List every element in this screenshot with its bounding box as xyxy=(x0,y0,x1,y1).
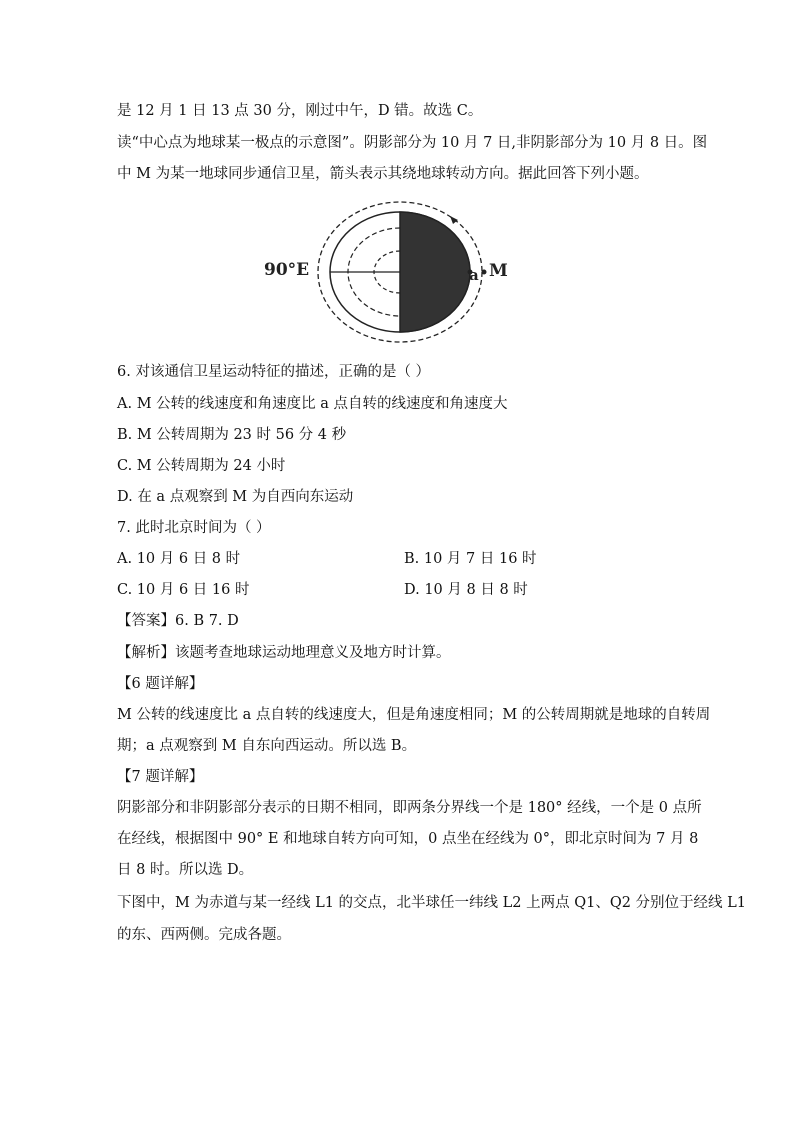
answer-line: 【答案】6. B 7. D xyxy=(117,613,239,629)
q7-option-d: D. 10 月 8 日 8 时 xyxy=(404,582,528,598)
next-intro-line-2: 的东、西两侧。完成各题。 xyxy=(117,927,291,943)
q6-option-d: D. 在 a 点观察到 M 为自西向东运动 xyxy=(117,489,354,505)
intro-line-2: 读“中心点为地球某一极点的示意图”。阴影部分为 10 月 7 日,非阴影部分为 10 月 8 日。图 xyxy=(117,135,708,151)
shaded-half xyxy=(400,212,470,332)
next-intro-line-1: 下图中，M 为赤道与某一经线 L1 的交点，北半球任一纬线 L2 上两点 Q1、Q2 分别位于经线 L1 xyxy=(117,895,747,911)
polar-view-figure xyxy=(262,198,522,346)
intro-line-1: 是 12 月 1 日 13 点 30 分，刚过中午，D 错。故选 C。 xyxy=(117,103,483,119)
rotation-arrow-icon xyxy=(450,216,458,224)
detail7-line-2: 在经线，根据图中 90° E 和地球自转方向可知，0 点坐在经线为 0°，即北京时间为 7 月 8 xyxy=(117,831,699,847)
q6-option-c: C. M 公转周期为 24 小时 xyxy=(117,458,286,474)
detail7-line-3: 日 8 时。所以选 D。 xyxy=(117,862,254,878)
q6-option-a: A. M 公转的线速度和角速度比 a 点自转的线速度和角速度大 xyxy=(117,396,508,412)
intro-line-3: 中 M 为某一地球同步通信卫星，箭头表示其绕地球转动方向。据此回答下列小题。 xyxy=(117,166,649,182)
detail7-line-1: 阴影部分和非阴影部分表示的日期不相同，即两条分界线一个是 180° 经线，一个是 0 点所 xyxy=(117,800,702,816)
q7-stem: 7. 此时北京时间为（ ） xyxy=(117,520,271,536)
label-a: a xyxy=(469,266,479,284)
satellite-m-dot xyxy=(482,270,487,275)
detail7-heading: 【7 题详解】 xyxy=(117,769,204,785)
analysis-line: 【解析】该题考查地球运动地理意义及地方时计算。 xyxy=(117,645,451,661)
detail6-line-1: M 公转的线速度比 a 点自转的线速度大，但是角速度相同；M 的公转周期就是地球的自转周 xyxy=(117,707,711,723)
q7-option-b: B. 10 月 7 日 16 时 xyxy=(404,551,537,567)
detail6-line-2: 期；a 点观察到 M 自东向西运动。所以选 B。 xyxy=(117,738,417,754)
label-90e: 90°E xyxy=(264,260,310,280)
q6-option-b: B. M 公转周期为 23 时 56 分 4 秒 xyxy=(117,427,347,443)
q7-option-c: C. 10 月 6 日 16 时 xyxy=(117,582,250,598)
detail6-heading: 【6 题详解】 xyxy=(117,676,204,692)
q6-stem: 6. 对该通信卫星运动特征的描述，正确的是（ ） xyxy=(117,364,431,380)
q7-option-a: A. 10 月 6 日 8 时 xyxy=(117,551,241,567)
label-m: M xyxy=(489,261,508,281)
